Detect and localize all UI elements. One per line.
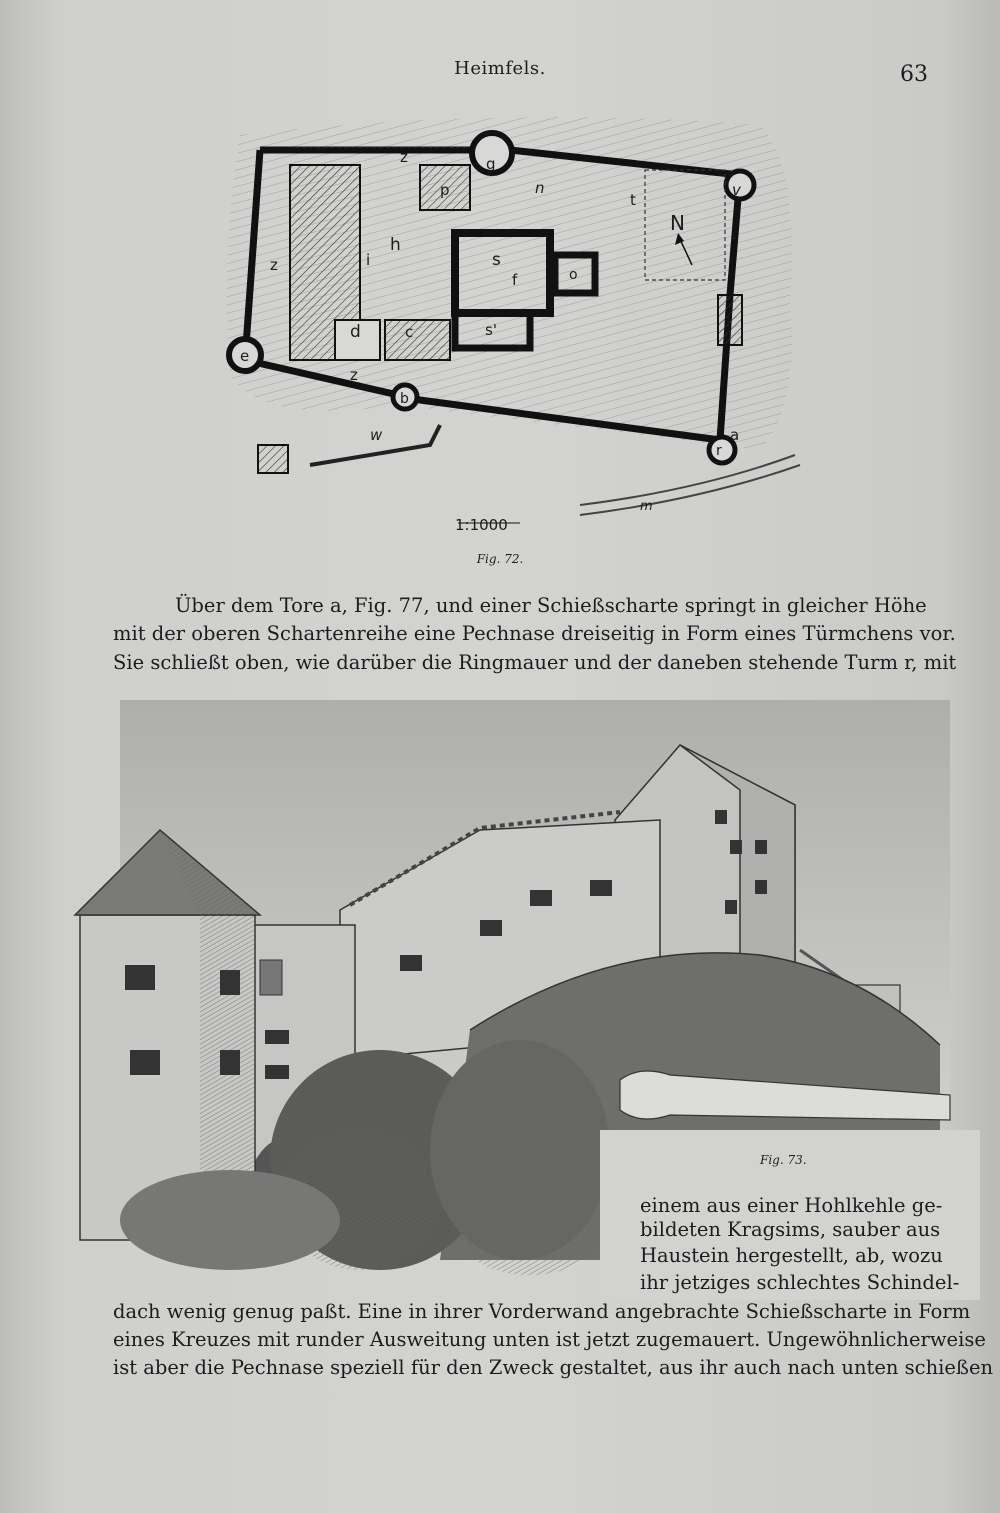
plan-label-m: m [640,499,653,514]
text-line: Haustein hergestellt, ab, wozu [640,1244,943,1267]
plan-label-z-bottom: z [350,366,358,384]
plan-label-i: i [366,251,371,269]
plan-label-w: w [370,426,383,444]
plan-label-g: g [486,155,496,173]
plan-label-f: f [512,271,518,289]
plan-label-N: N [670,211,685,235]
plan-label-c: c [405,323,414,341]
plan-label-l: l [726,313,731,331]
plan-label-r: r [716,443,722,459]
text-line: ist aber die Pechnase speziell für den Zweck gestaltet, aus ihr auch nach unten schießen [113,1356,994,1379]
plan-label-a: a [730,426,740,444]
plan-label-v: v [732,181,741,199]
page-number: 63 [900,62,928,87]
scale-label: 1:1000 [455,516,508,534]
plan-label-o: o [569,267,578,283]
figure-72-plan [200,105,810,545]
plan-label-s1: s' [485,321,497,339]
text-line: dach wenig genug paßt. Eine in ihrer Vorderwand angebrachte Schießscharte in Form [113,1300,971,1323]
figure-73-caption: Fig. 73. [760,1153,807,1167]
text-line: mit der oberen Schartenreihe eine Pechnase dreiseitig in Form eines Türmchens vor. [113,622,956,645]
plan-label-d: d [350,322,361,342]
running-head: Heimfels. [454,58,546,79]
plan-label-p: p [440,181,450,199]
plan-label-e: e [240,347,250,365]
text-line: einem aus einer Hohlkehle ge- [640,1194,943,1217]
text-line: bildeten Kragsims, sauber aus [640,1218,941,1241]
plan-label-z-top: z [400,148,408,166]
text-line: eines Kreuzes mit runder Ausweitung unten ist jetzt zugemauert. Ungewöhnlicherweise [113,1328,986,1351]
plan-label-z-left: z [270,256,278,274]
plan-label-b: b [400,391,409,407]
figure-72-caption: Fig. 72. [476,552,524,566]
plan-label-s: s [492,250,501,270]
plan-label-t: t [630,191,636,209]
castle-plan-drawing [200,105,810,545]
plan-label-n: n [535,179,545,197]
text-line: ihr jetziges schlechtes Schindel- [640,1271,960,1294]
text-line: Über dem Tore a, Fig. 77, und einer Schießscharte springt in gleicher Höhe [175,594,927,617]
text-line: Sie schließt oben, wie darüber die Ringmauer und der daneben stehende Turm r, mit [113,651,957,674]
plan-label-h: h [390,235,401,255]
